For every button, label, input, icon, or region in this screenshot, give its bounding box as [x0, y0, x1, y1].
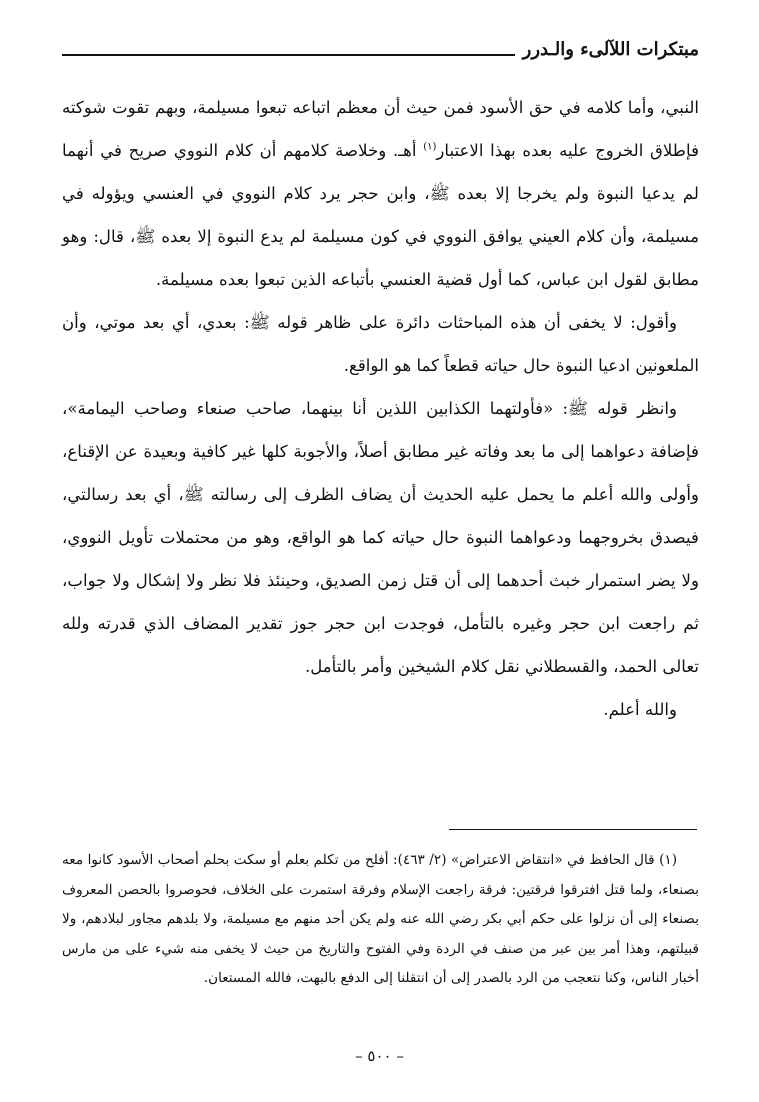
paragraph-2: وأقول: لا يخفى أن هذه المباحثات دائرة على ظاهر قوله ﷺ: بعدي، أي بعد موتي، وأن الملعونين ادعيا النبوة حال حياته قطعاً كما هو الواقع. — [62, 313, 699, 375]
paragraph-1 — [62, 86, 699, 301]
header-rule — [62, 54, 515, 56]
page-number: – ٥٠٠ – — [355, 1047, 404, 1065]
paragraph-1-text: النبي، وأما كلامه في حق الأسود فمن حيث أن معظم اتباعه تبعوا مسيلمة، وبهم تقوت شوكته فإطلاق الخروج عليه بعده بهذا الاعتبار — [62, 98, 699, 160]
footnote-separator — [449, 829, 697, 830]
running-header — [62, 30, 699, 60]
paragraph-3: وانظر قوله ﷺ: «فأولتهما الكذابين اللذين أنا بينهما، صاحب صنعاء وصاحب اليمامة»، فإضافة دعواهما إلى ما بعد وفاته غير مطابق أصلاً، والأجوبة كلها غير كافية وبعيدة عن الإقناع، وأولى والله أعلم ما يحمل عليه الحديث أن يضاف الظرف إلى رسالته ﷺ، أي بعد رسالتي، فيصدق بخروجهما ودعواهما النبوة حال حياته كما هو الواقع، وهو من محتملات تأويل النووي، ولا يضر استمرار خبث أحدهما إلى أن قتل زمن الصديق، وحينئذ فلا نظر ولا إشكال ولا جواب، ثم راجعت ابن حجر وغيره بالتأمل، فوجدت ابن حجر جوز تقدير المضاف الذي قدرته ولله تعالى الحمد، والقسطلاني نقل كلام الشيخين وأمر بالتأمل. — [62, 399, 699, 676]
footnote-1: (١) قال الحافظ في «انتقاض الاعتراض» (٢/ ٤٦٣): أفلح من تكلم بعلم أو سكت بحلم أصحاب الأسود كانوا معه بصنعاء، ولما قتل افترقوا فرقتين: فرقة راجعت الإسلام وفرقة استمرت على الخلاف، فحوصروا بالحصن المعروف بصنعاء إلى أن نزلوا على حكم أبي بكر رضي الله عنه ولم يكن أحد منهم مع مسيلمة، ولا بلدهم مجاور لبلادهم، ولا قبيلتهم، وهذا أمر بين عبر من صنف في الردة وفي الفتوح والتاريخ من حيث لا يخفى منه شيء على من مارس أخبار الناس، وكنا نتعجب من الرد بالصدر إلى أن انتقلنا إلى الدفع بالبهت، فالله المستعان. — [62, 852, 699, 986]
paragraph-1-continuation: أهـ. وخلاصة كلامهم أن كلام النووي صريح في أنهما لم يدعيا النبوة ولم يخرجا إلا بعده ﷺ، وابن حجر يرد كلام النووي في العنسي ويؤوله في مسيلمة، وأن كلام العيني يوافق النووي في كون مسيلمة لم يدع النبوة إلا بعده ﷺ، قال: وهو مطابق لقول ابن عباس، كما أول قضية العنسي بأتباعه الذين تبعوا بعده مسيلمة. — [62, 141, 699, 289]
main-text — [62, 86, 699, 731]
header-title: مبتكرات اللآلىء والـدرر — [522, 39, 699, 60]
paragraph-4: والله أعلم. — [603, 700, 677, 719]
footnotes — [62, 846, 699, 994]
footnote-marker[interactable]: (١) — [423, 141, 437, 153]
